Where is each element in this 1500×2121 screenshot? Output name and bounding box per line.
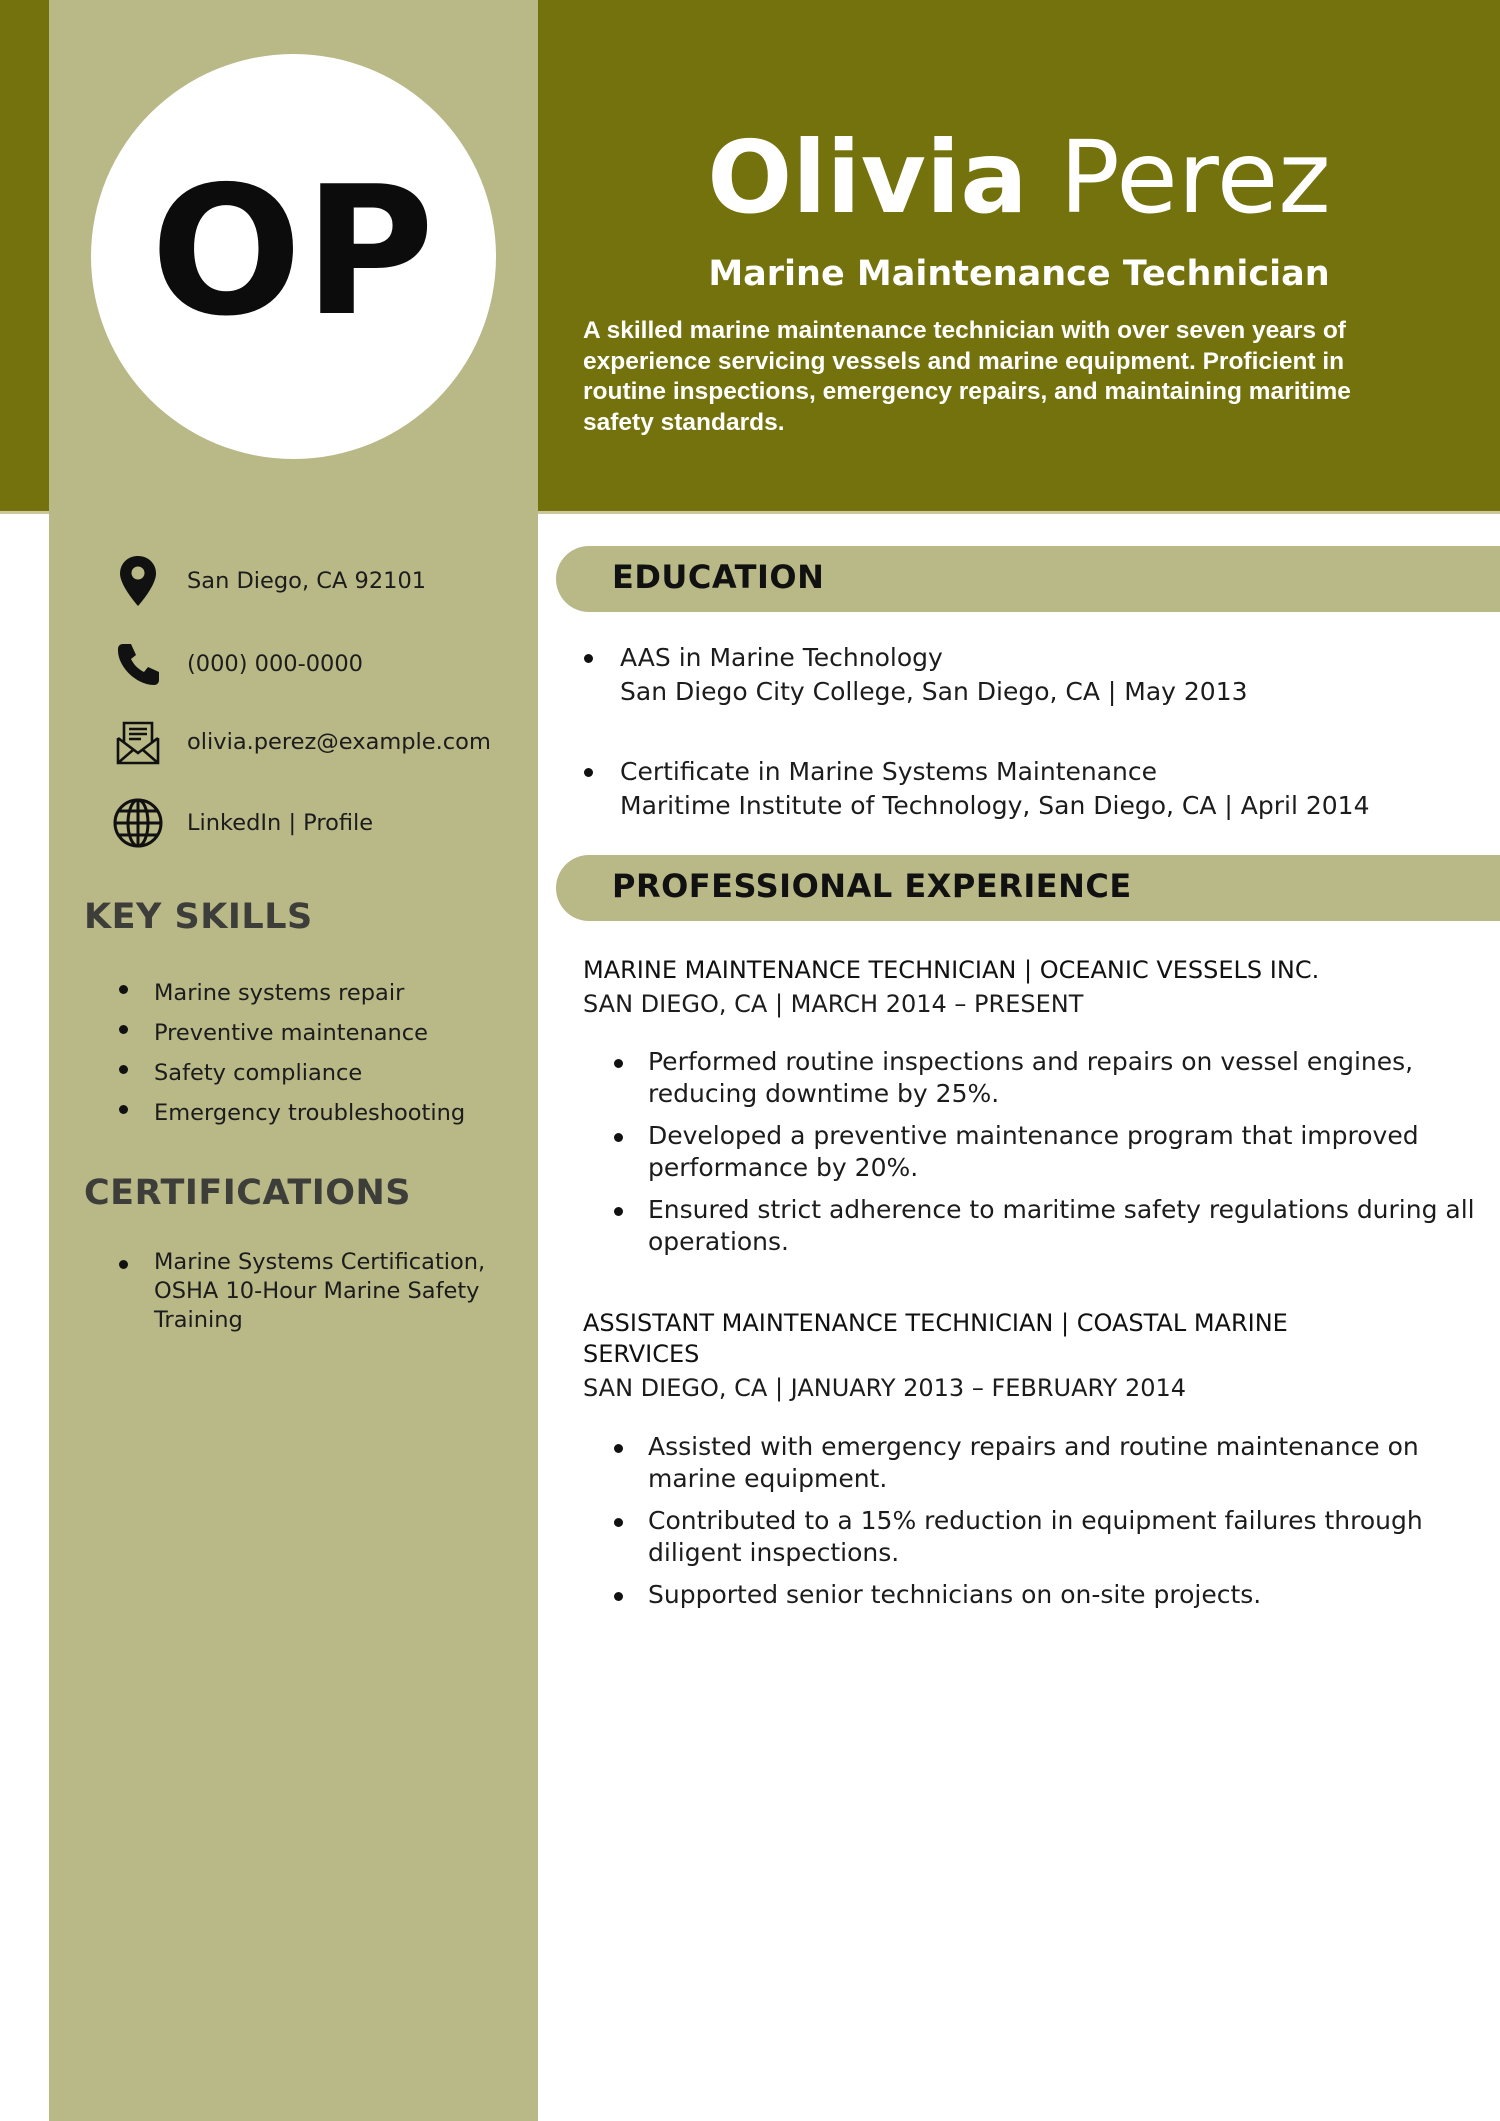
list-item: Performed routine inspections and repairs on vessel engines, reducing downtime by 25%. <box>607 1046 1487 1110</box>
professional-summary: A skilled marine maintenance technician with over seven years of experience servicing vessels and marine equipment. Proficient in routine inspections, emergency repairs, and maintaining maritime safety standards. <box>583 317 1351 436</box>
job-title: Marine Maintenance Technician <box>708 254 1330 294</box>
job-role: ASSISTANT MAINTENANCE TECHNICIAN | COASTAL MARINE SERVICES <box>583 1309 1288 1368</box>
education-item <box>583 755 1483 823</box>
list-item: Emergency troubleshooting <box>110 1093 465 1133</box>
location-pin-icon <box>112 555 164 607</box>
education-details: San Diego City College, San Diego, CA | May 2013 <box>620 677 1248 706</box>
contact-linkedin-text: LinkedIn | Profile <box>187 810 374 836</box>
contact-phone-text: (000) 000-0000 <box>187 651 363 677</box>
list-item: Marine systems repair <box>110 973 465 1013</box>
list-item: Safety compliance <box>110 1053 465 1093</box>
education-heading: EDUCATION <box>612 558 825 596</box>
list-item: Assisted with emergency repairs and routine maintenance on marine equipment. <box>607 1431 1487 1495</box>
job-bullets <box>607 1431 1487 1621</box>
list-item: Supported senior technicians on on-site projects. <box>607 1579 1487 1611</box>
list-item: Contributed to a 15% reduction in equipment failures through diligent inspections. <box>607 1505 1487 1569</box>
job-header <box>583 1308 1383 1404</box>
first-name: Olivia <box>707 119 1028 236</box>
key-skills-heading: KEY SKILLS <box>84 897 313 937</box>
education-degree: Certificate in Marine Systems Maintenance <box>620 757 1158 786</box>
contact-location <box>112 555 426 607</box>
education-degree: AAS in Marine Technology <box>620 643 943 672</box>
envelope-icon <box>112 716 164 768</box>
job-header <box>583 955 1483 1020</box>
contact-email-text: olivia.perez@example.com <box>187 729 491 755</box>
contact-phone[interactable] <box>112 638 363 690</box>
job-role: MARINE MAINTENANCE TECHNICIAN | OCEANIC VESSELS INC. <box>583 956 1320 984</box>
education-details: Maritime Institute of Technology, San Diego, CA | April 2014 <box>620 791 1370 820</box>
contact-email[interactable] <box>112 716 491 768</box>
education-item <box>583 641 1483 709</box>
list-item: Developed a preventive maintenance program that improved performance by 20%. <box>607 1120 1487 1184</box>
experience-heading: PROFESSIONAL EXPERIENCE <box>612 867 1132 905</box>
list-item: Preventive maintenance <box>110 1013 465 1053</box>
experience-section-header <box>556 855 1500 921</box>
job-bullets <box>607 1046 1487 1268</box>
phone-icon <box>112 638 164 690</box>
last-name: Perez <box>1059 119 1331 236</box>
list-item: Marine Systems Certification, OSHA 10-Hour Marine Safety Training <box>110 1248 490 1335</box>
job-meta: SAN DIEGO, CA | JANUARY 2013 – FEBRUARY 2014 <box>583 1374 1187 1402</box>
education-section-header <box>556 546 1500 612</box>
monogram-avatar <box>91 54 496 459</box>
candidate-name <box>538 118 1500 238</box>
globe-icon <box>112 797 164 849</box>
certifications-list <box>110 1248 490 1335</box>
monogram-initials: OP <box>150 148 437 355</box>
contact-location-text: San Diego, CA 92101 <box>187 568 427 594</box>
list-item: Ensured strict adherence to maritime safety regulations during all operations. <box>607 1194 1487 1258</box>
certifications-heading: CERTIFICATIONS <box>84 1173 412 1213</box>
key-skills-list <box>110 973 465 1133</box>
contact-linkedin[interactable] <box>112 797 373 849</box>
job-meta: SAN DIEGO, CA | MARCH 2014 – PRESENT <box>583 990 1084 1018</box>
